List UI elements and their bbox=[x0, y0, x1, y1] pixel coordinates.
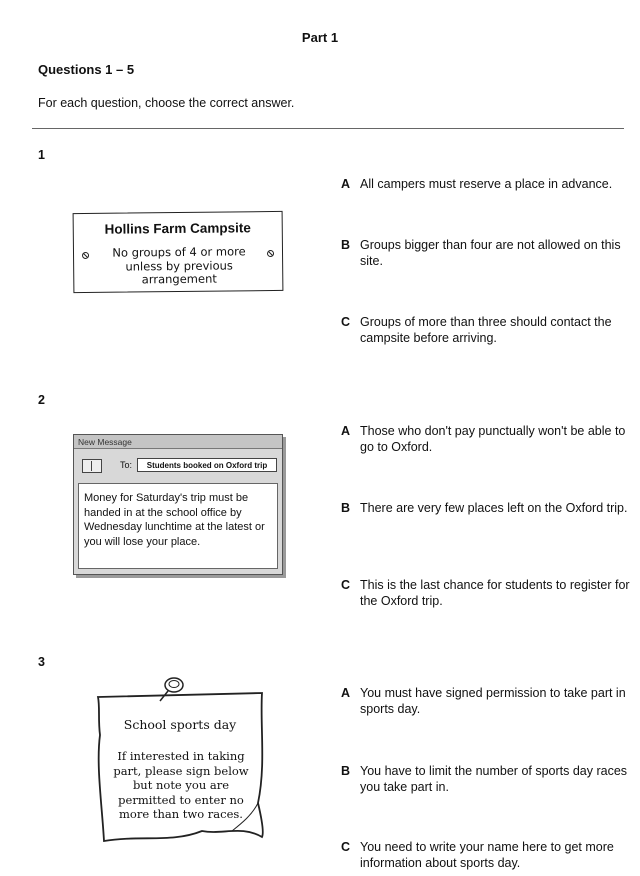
campsite-sign bbox=[73, 212, 285, 294]
address-book-icon bbox=[82, 459, 102, 473]
option-letter: B bbox=[341, 764, 351, 778]
q3-option-a[interactable] bbox=[341, 685, 631, 717]
option-text: Groups bigger than four are not allowed on this site. bbox=[360, 238, 621, 268]
message-window-title: New Message bbox=[74, 435, 282, 449]
note-title: School sports day bbox=[123, 717, 237, 732]
note-text: If interested in taking part, please sign below but note you are permitted to enter no more than two races. bbox=[113, 749, 249, 821]
question-number-1: 1 bbox=[38, 148, 45, 162]
instruction-text: For each question, choose the correct answer. bbox=[38, 96, 295, 110]
option-letter: A bbox=[341, 424, 351, 438]
message-window bbox=[73, 434, 285, 577]
screw-icon bbox=[82, 252, 89, 259]
option-text: You have to limit the number of sports day races you take part in. bbox=[360, 764, 628, 794]
option-letter: B bbox=[341, 238, 351, 252]
option-text: This is the last chance for students to register for the Oxford trip. bbox=[360, 578, 630, 608]
q3-option-b[interactable] bbox=[341, 763, 631, 795]
q1-option-a[interactable] bbox=[341, 176, 631, 192]
q1-option-b[interactable] bbox=[341, 237, 631, 269]
option-text: All campers must reserve a place in advance. bbox=[360, 177, 613, 191]
pushpin-icon bbox=[154, 675, 194, 705]
q3-option-c[interactable] bbox=[341, 839, 631, 871]
option-letter: C bbox=[341, 315, 351, 329]
sign-title: Hollins Farm Campsite bbox=[104, 220, 251, 237]
option-letter: C bbox=[341, 578, 351, 592]
questions-heading: Questions 1 – 5 bbox=[38, 62, 135, 77]
option-text: There are very few places left on the Oxford trip. bbox=[360, 501, 628, 515]
q2-option-b[interactable] bbox=[341, 500, 631, 516]
question-number-3: 3 bbox=[38, 655, 45, 669]
to-label: To: bbox=[120, 460, 133, 470]
option-letter: C bbox=[341, 840, 351, 854]
question-number-2: 2 bbox=[38, 393, 45, 407]
option-letter: A bbox=[341, 686, 351, 700]
option-text: Groups of more than three should contact the campsite before arriving. bbox=[360, 315, 612, 345]
option-text: You must have signed permission to take part in sports day. bbox=[360, 686, 626, 716]
sign-text: No groups of 4 or more unless by previous arrangement bbox=[112, 244, 246, 287]
screw-icon bbox=[267, 250, 274, 257]
divider bbox=[32, 128, 624, 129]
option-letter: A bbox=[341, 177, 351, 191]
pinned-note bbox=[92, 685, 272, 847]
to-field: Students booked on Oxford trip bbox=[137, 458, 277, 472]
message-body: Money for Saturday's trip must be handed in at the school office by Wednesday lunchtime at the latest or you will lose your place. bbox=[84, 492, 265, 548]
option-text: You need to write your name here to get more information about sports day. bbox=[360, 840, 614, 870]
q1-option-c[interactable] bbox=[341, 314, 631, 346]
q2-option-a[interactable] bbox=[341, 423, 631, 455]
option-letter: B bbox=[341, 501, 351, 515]
q2-option-c[interactable] bbox=[341, 577, 631, 609]
part-title: Part 1 bbox=[301, 30, 339, 45]
option-text: Those who don't pay punctually won't be able to go to Oxford. bbox=[360, 424, 626, 454]
